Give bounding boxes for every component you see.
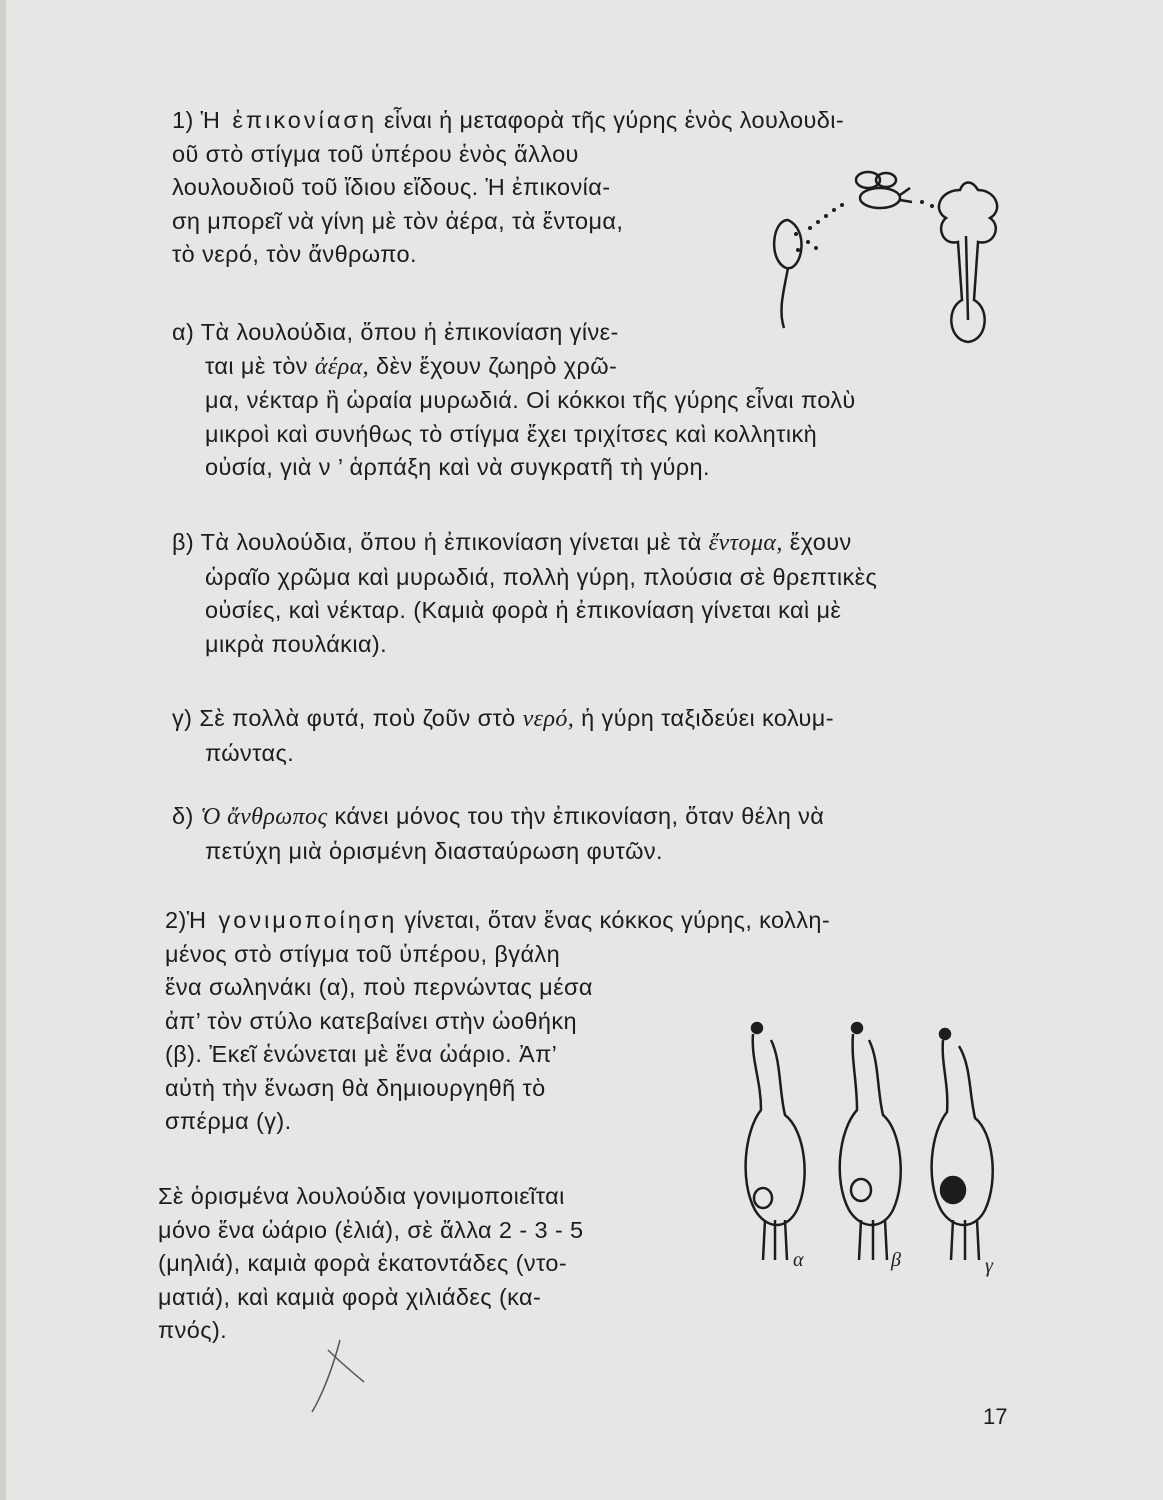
page-edge-shadow: [0, 0, 6, 1500]
fertilization-illustration: [735, 1020, 1025, 1290]
section-number: 1): [172, 107, 194, 133]
item-label: γ): [172, 705, 193, 731]
text-span: κάνει μόνος του τὴν ἐπικονίαση, ὅταν θέλη νὰ: [327, 803, 825, 829]
anther-shape: [774, 220, 801, 268]
text-span: Τὰ λουλούδια, ὅπου ἡ ἐπικονίαση γίνεται μὲ τὰ: [200, 529, 709, 555]
text-span: ἔχουν: [782, 529, 852, 555]
stamen-filament: [781, 268, 788, 328]
text-line: Τὰ λουλούδια, ὅπου ἡ ἐπικονίαση γίνε-: [200, 319, 619, 345]
text-line: οὐσίες, καὶ νέκταρ. (Καμιὰ φορὰ ἡ ἐπικονίαση γίνεται καὶ μὲ: [205, 597, 842, 623]
text-line: πώντας.: [205, 739, 295, 766]
text-line: Σὲ ὁρισμένα λουλούδια γονιμοποιεῖται: [158, 1183, 565, 1209]
text-line: μένος στὸ στίγμα τοῦ ὑπέρου, βγάλη: [165, 940, 561, 967]
text-line: αὐτὴ τὴν ἕνωση θὰ δημιουργηθῆ τὸ: [165, 1074, 546, 1101]
text-span: δὲν ἔχουν ζωηρὸ χρῶ-: [369, 352, 618, 379]
text-line: ματιά), καὶ καμιὰ φορὰ χιλιάδες (κα-: [158, 1283, 542, 1310]
figure-label-a: α: [793, 1249, 804, 1271]
pollen-dots: [794, 200, 934, 252]
text-line: τὸ νερό, τὸν ἄνθρωπο.: [172, 241, 417, 267]
text-line: εἶναι ἡ μεταφορὰ τῆς γύρης ἑνὸς λουλουδι-: [377, 107, 845, 133]
pistil-stage-c: [932, 1029, 994, 1277]
text-line: μικρὰ πουλάκια).: [205, 630, 388, 657]
item-label: δ): [172, 803, 194, 829]
text-line: οῦ στὸ στίγμα τοῦ ὑπέρου ἑνὸς ἄλλου: [172, 140, 579, 167]
term-fertilization: Ἡ γονιμοποίηση: [186, 907, 398, 933]
text-line: μικροὶ καὶ συνήθως τὸ στίγμα ἔχει τριχίτσες καὶ κολλητικὴ: [205, 420, 818, 447]
pencil-cross-mark: [300, 1330, 380, 1420]
text-line: μόνο ἕνα ὠάριο (ἐλιά), σὲ ἄλλα 2 - 3 - 5: [158, 1216, 584, 1243]
pistil-stage-a: [746, 1023, 805, 1271]
text-line: ἕνα σωληνάκι (α), ποὺ περνώντας μέσα: [165, 974, 593, 1000]
text-line: πετύχη μιὰ ὁρισμένη διασταύρωση φυτῶν.: [205, 837, 663, 864]
bee-body: [860, 188, 900, 208]
pistil-stage-b: [840, 1023, 901, 1271]
term-pollination: Ἡ ἐπικονίαση: [200, 107, 378, 133]
section-ovule-counts: [158, 1180, 584, 1348]
text-span: ἡ γύρη ταξιδεύει κολυμ-: [574, 705, 834, 731]
section-fertilization: [165, 904, 830, 1139]
text-line: μα, νέκταρ ἢ ὡραία μυρωδιά. Οἱ κόκκοι τῆς γύρης εἶναι πολὺ: [205, 387, 856, 413]
text-span: ται μὲ τὸν: [205, 352, 315, 379]
pistil-style: [966, 236, 968, 320]
item-gamma-water-pollination: [172, 702, 834, 770]
text-line: ἀπ’ τὸν στύλο κατεβαίνει στὴν ὠοθήκη: [165, 1007, 577, 1034]
item-delta-human-pollination: [172, 800, 824, 868]
text-line: (μηλιά), καμιὰ φορὰ ἑκατοντάδες (ντο-: [158, 1250, 568, 1276]
text-line: γίνεται, ὅταν ἕνας κόκκος γύρης, κολλη-: [397, 907, 831, 933]
text-line: ὡραῖο χρῶμα καὶ μυρωδιά, πολλὴ γύρη, πλούσια σὲ θρεπτικὲς: [205, 563, 878, 590]
text-line: λουλουδιοῦ τοῦ ἴδιου εἴδους. Ἡ ἐπικονία-: [172, 174, 611, 200]
text-span: Σὲ πολλὰ φυτά, ποὺ ζοῦν στὸ: [199, 705, 523, 731]
item-label: α): [172, 319, 195, 345]
pollination-illustration: [750, 150, 1020, 360]
bee-antenna: [900, 188, 912, 202]
figure-label-b: β: [891, 1249, 901, 1271]
text-line: (β). Ἐκεῖ ἑνώνεται μὲ ἕνα ὠάριο. Ἀπ’: [165, 1041, 558, 1067]
item-label: β): [172, 529, 195, 555]
text-line: οὐσία, γιὰ ν ’ ἁρπάξη καὶ νὰ συγκρατῆ τὴ γύρη.: [205, 454, 710, 480]
page-number: 17: [983, 1404, 1008, 1429]
text-line: πνός).: [158, 1317, 228, 1343]
item-beta-insect-pollination: [172, 526, 877, 661]
section-number: 2): [165, 907, 187, 933]
emphasis-insects: ἔντομα,: [708, 530, 783, 556]
emphasis-air: ἀέρα,: [314, 353, 370, 380]
text-line: σπέρμα (γ).: [165, 1108, 292, 1134]
figure-label-c: γ: [985, 1255, 993, 1277]
text-line: ση μπορεῖ νὰ γίνη μὲ τὸν ἀέρα, τὰ ἔντομα,: [172, 207, 624, 234]
section-pollination-definition: [172, 104, 844, 272]
emphasis-water: νερό,: [522, 706, 575, 732]
emphasis-human: Ὁ ἄνθρωπος: [200, 804, 328, 830]
